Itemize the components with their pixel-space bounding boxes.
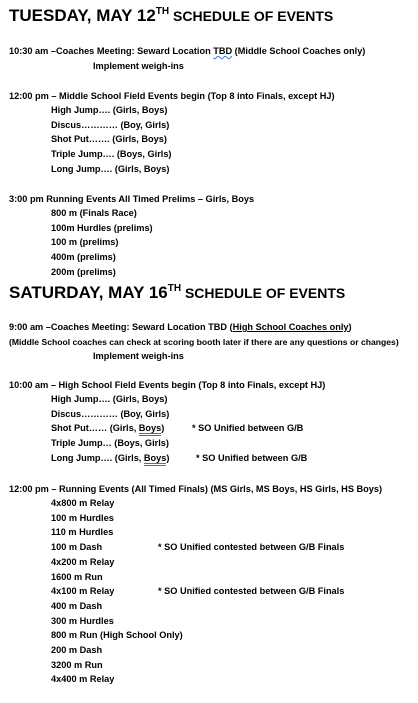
- field-event-row: [51, 437, 169, 449]
- running-event-row: 100m Hurdles (prelims): [51, 222, 153, 233]
- running-event-row: 1600 m Run: [51, 571, 103, 582]
- tuesday-weigh-ins: Implement weigh-ins: [93, 61, 184, 71]
- running-event-row: 300 m Hurdles: [51, 615, 114, 626]
- running-event-row: 4x400 m Relay: [51, 674, 115, 685]
- field-event-detail: (Girls, Boys): [112, 163, 170, 174]
- running-event-row: 4x800 m Relay: [51, 498, 115, 508]
- field-event-name: High Jump….: [51, 394, 111, 404]
- field-event-detail: (Boy, Girls): [117, 119, 170, 130]
- field-event-detail-pre: (Girls,: [107, 423, 139, 434]
- running-event-note: * SO Unified contested between G/B Finals: [158, 542, 345, 553]
- field-event-detail: (Boys, Girls): [111, 438, 169, 449]
- field-event-detail: (Boy, Girls): [117, 408, 170, 419]
- field-event-name: Discus…………: [51, 119, 118, 130]
- saturday-ms-note: (Middle School coaches can check at scoring booth later if there are any questions or changes): [9, 337, 399, 347]
- tuesday-coaches-meeting: 10:30 am –Coaches Meeting: Seward Location TBD (Middle School Coaches only): [9, 46, 366, 56]
- field-event-row: [51, 422, 164, 434]
- field-event-name: Shot Put……: [51, 423, 108, 434]
- field-event-name: Long Jump….: [51, 452, 113, 463]
- field-event-name: Long Jump….: [51, 163, 113, 174]
- running-event-row: 110 m Hurdles: [51, 527, 114, 538]
- field-event-name: High Jump….: [51, 105, 111, 115]
- running-event-row: 100 m (prelims): [51, 237, 119, 248]
- field-event-row: [51, 148, 172, 160]
- running-event-row: 400m (prelims): [51, 252, 116, 263]
- running-event-row: 200m (prelims): [51, 266, 116, 277]
- tbd-label: TBD: [213, 46, 233, 56]
- field-event-detail-boys: Boys: [139, 423, 161, 436]
- field-event-note: * SO Unified between G/B: [192, 423, 304, 434]
- field-event-detail: (Girls, Boys): [110, 394, 168, 404]
- saturday-field-header: 10:00 am – High School Field Events begin (Top 8 into Finals, except HJ): [9, 380, 326, 390]
- field-event-name: Discus…………: [51, 408, 118, 419]
- running-event-row: 400 m Dash: [51, 600, 103, 611]
- field-event-detail: (Girls, Boys): [109, 134, 167, 145]
- field-event-name: Shot Put…….: [51, 134, 110, 145]
- running-event-row: 4x200 m Relay: [51, 556, 115, 567]
- field-event-row: [51, 163, 169, 175]
- tuesday-running-header: 3:00 pm Running Events All Timed Prelims – Girls, Boys: [9, 194, 255, 204]
- field-event-name: Triple Jump….: [51, 149, 115, 160]
- field-event-detail-pre: (Girls,: [112, 452, 144, 463]
- running-event-row: 4x100 m Relay: [51, 586, 115, 597]
- field-event-note: * SO Unified between G/B: [196, 452, 308, 463]
- field-event-detail-boys: Boys: [144, 453, 166, 466]
- running-event-row: 100 m Dash: [51, 542, 103, 553]
- running-event-row: 800 m Run (High School Only): [51, 630, 183, 641]
- field-event-detail-post: ): [166, 452, 170, 463]
- field-event-row: [51, 133, 167, 145]
- field-event-row: [51, 452, 169, 464]
- tuesday-field-header: 12:00 pm – Middle School Field Events begin (Top 8 into Finals, except HJ): [9, 91, 335, 101]
- saturday-title: SATURDAY, MAY 16TH SCHEDULE OF EVENTS: [9, 283, 346, 302]
- field-event-row: [51, 104, 167, 116]
- field-event-row: [51, 393, 167, 405]
- running-event-row: 3200 m Run: [51, 659, 103, 670]
- running-event-row: 200 m Dash: [51, 645, 103, 655]
- field-event-detail: (Girls, Boys): [110, 105, 168, 115]
- running-event-row: 100 m Hurdles: [51, 512, 114, 523]
- field-event-detail-post: ): [161, 423, 165, 434]
- saturday-weigh-ins: Implement weigh-ins: [93, 351, 184, 361]
- running-event-row: 800 m (Finals Race): [51, 208, 137, 218]
- saturday-running-header: 12:00 pm – Running Events (All Timed Finals) (MS Girls, MS Boys, HS Girls, HS Boys): [9, 484, 383, 494]
- running-event-note: * SO Unified contested between G/B Finals: [158, 586, 345, 597]
- field-event-detail: (Boys, Girls): [114, 149, 172, 160]
- saturday-coaches-meeting: 9:00 am –Coaches Meeting: Seward Location TBD (High School Coaches only): [9, 322, 352, 332]
- field-event-row: [51, 408, 169, 420]
- tuesday-title: TUESDAY, MAY 12TH SCHEDULE OF EVENTS: [9, 6, 334, 25]
- field-event-name: Triple Jump…: [51, 438, 112, 449]
- field-event-row: [51, 119, 169, 131]
